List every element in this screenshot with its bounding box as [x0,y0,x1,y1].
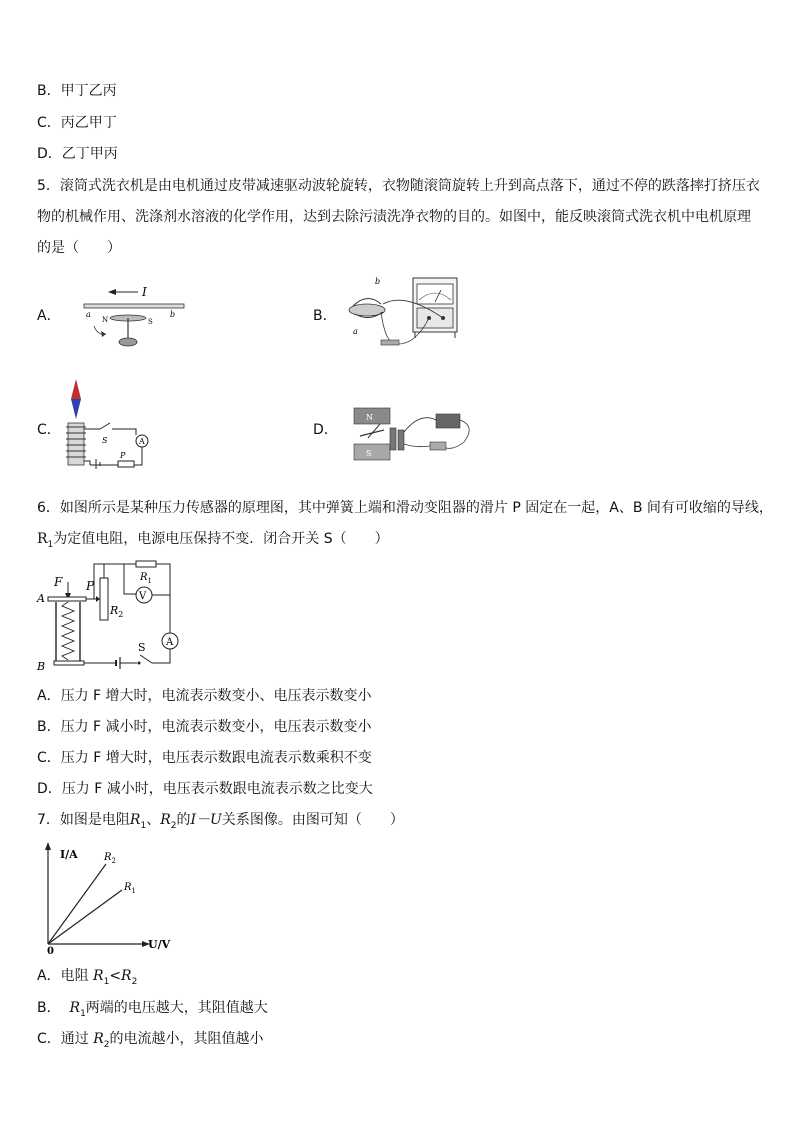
svg-text:S: S [148,318,153,326]
svg-text:S: S [366,449,372,458]
svg-text:S: S [102,436,108,445]
svg-text:R1: $R_1$ [140,572,152,585]
q6-option-d: D．压力 F 减小时，电压表示数跟电流表示数之比变大 [37,781,373,797]
q4-option-c [37,113,117,133]
svg-text:P: P [120,451,126,460]
q7-option-c: C．通过 $R_2$的电流越小，其阻值越小 [37,1031,264,1050]
q6-stem-line2: $R_1$为定值电阻，电源电压保持不变．闭合开关 S（ ） [37,531,389,550]
q5-option-a-label: A． [37,308,61,324]
q5-stem-line3: 的是（ ） [37,240,121,256]
origin-label: 0 [47,946,54,955]
q7-stem: 7．如图是电阻$R_1$、$R_2$的I－U关系图像。由图可知（ ） [37,812,404,831]
q4-option-b [37,81,117,101]
svg-text:A: A [37,592,45,605]
y-axis-label: I/A [60,848,78,861]
r1-line-label: $R_1$ [124,882,136,895]
svg-text:A: A [166,637,174,648]
option-text: 丙乙甲丁 [60,115,117,131]
q7-option-b: B． $R_1$两端的电压越大，其阻值越大 [37,1000,268,1019]
q6-option-b: B．压力 F 减小时，电流表示数变小，电压表示数变小 [37,719,372,735]
svg-text:a: a [353,327,358,336]
svg-text:R2: $R_2$ [110,604,124,619]
q5-figure-b [345,272,465,352]
svg-text:A: A [139,437,145,446]
q7-option-a: A．电阻 $R_1<R_2$ [37,968,138,987]
svg-text:N: N [102,316,109,324]
q6-stem-line1: 6．如图所示是某种压力传感器的原理图，其中弹簧上端和滑动变阻器的滑片 P 固定在一起，A、B 间有可收缩的导线， [37,500,773,516]
svg-text:b: b [375,277,381,286]
option-text: 甲丁乙丙 [60,83,117,99]
svg-text:V: V [139,591,147,602]
q5-figure-d [350,402,480,467]
r1-line [48,890,122,944]
q5-stem-line1: 5．滚筒式洗衣机是由电机通过皮带减速驱动波轮旋转，衣物随滚筒旋转上升到高点落下，通过不停的跌落摔打挤压衣 [37,178,760,194]
q5-figure-a [80,280,190,350]
option-text: 乙丁甲丙 [61,146,118,162]
q4-option-d [37,144,118,164]
r2-line [48,864,106,944]
svg-text:b: b [170,310,176,319]
q5-figure-c [60,375,160,470]
svg-text:a: a [86,310,91,319]
q5-stem-line2: 物的机械作用、洗涤剂水溶液的化学作用，达到去除污渍洗净衣物的目的。如图中，能反映滚筒式洗衣机中电机原理 [37,209,751,225]
q6-option-a: A．压力 F 增大时，电流表示数变小、电压表示数变小 [37,688,372,704]
svg-text:N: N [366,413,373,422]
svg-text:B: B [37,660,46,673]
r2-line-label: $R_2$ [104,852,116,865]
q5-option-c-label: C． [37,422,61,438]
option-letter: B． [37,83,61,99]
option-letter: D． [37,146,62,162]
q6-option-c: C．压力 F 增大时，电压表示数跟电流表示数乘积不变 [37,750,372,766]
current-label: I [142,285,147,299]
x-axis-label: U/V [148,938,171,951]
option-letter: C． [37,115,61,131]
svg-text:P: P [86,579,95,593]
q6-circuit-figure [34,558,194,673]
q5-option-d-label: D． [313,422,338,438]
q5-option-b-label: B． [313,308,337,324]
q7-iu-graph [40,840,180,955]
svg-text:S: S [138,641,146,654]
svg-text:F: F [54,575,63,589]
